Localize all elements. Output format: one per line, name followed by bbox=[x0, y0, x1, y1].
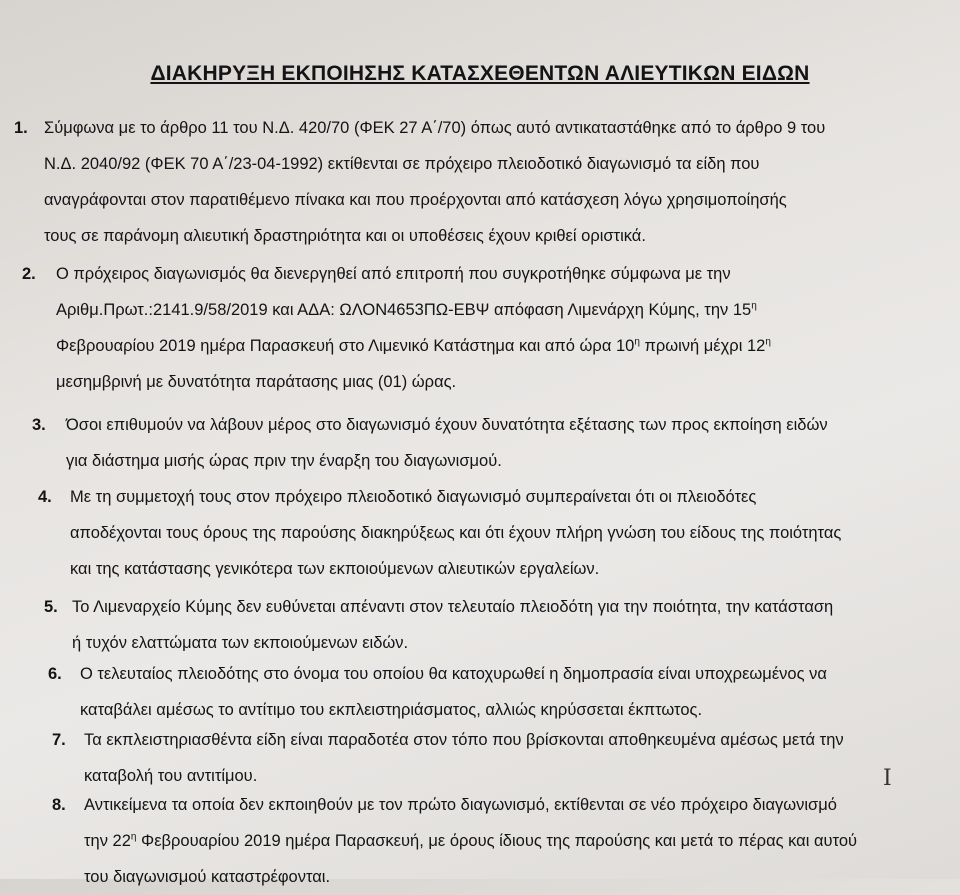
item-1-line-2: Ν.Δ. 2040/92 (ΦΕΚ 70 Α΄/23-04-1992) εκτίθενται σε πρόχειρο πλειοδοτικό διαγωνισμό τα είδη που bbox=[44, 155, 760, 173]
item-5-line-1: Το Λιμεναρχείο Κύμης δεν ευθύνεται απέναντι στον τελευταίο πλειοδότη για την ποιότητα, την κατάσταση bbox=[72, 598, 834, 616]
item-1-line-3: αναγράφονται στον παρατιθέμενο πίνακα και που προέρχονται από κατάσχεση λόγω χρησιμοποίησής bbox=[44, 191, 787, 209]
item-2-line-3-sup-2: η bbox=[765, 336, 771, 348]
item-8-line-3: του διαγωνισμού καταστρέφονται. bbox=[84, 868, 331, 886]
item-2-line-1: Ο πρόχειρος διαγωνισμός θα διενεργηθεί από επιτροπή που συγκροτήθηκε σύμφωνα με την bbox=[56, 265, 731, 283]
item-8-number: 8. bbox=[52, 796, 66, 814]
item-1-line-1: Σύμφωνα με το άρθρο 11 του Ν.Δ. 420/70 (ΦΕΚ 27 Α΄/70) όπως αυτό αντικαταστάθηκε από το άρθρο 9 του bbox=[44, 119, 826, 137]
item-3-text bbox=[66, 407, 828, 479]
item-6-line-2: καταβάλει αμέσως το αντίτιμο του εκπλειστηριάσματος, αλλιώς κηρύσσεται έκπτωτος. bbox=[80, 701, 703, 719]
item-5-number: 5. bbox=[44, 598, 58, 616]
document-title: ΔΙΑΚΗΡΥΞΗ ΕΚΠΟΙΗΣΗΣ ΚΑΤΑΣΧΕΘΕΝΤΩΝ ΑΛΙΕΥΤΙΚΩΝ ΕΙΔΩΝ bbox=[150, 62, 810, 85]
item-7-line-1: Τα εκπλειστηριασθέντα είδη είναι παραδοτέα στον τόπο που βρίσκονται αποθηκευμένα αμέσως μετά την bbox=[84, 731, 844, 749]
item-2-number: 2. bbox=[22, 265, 36, 283]
item-5-line-2: ή τυχόν ελαττώματα των εκποιούμενων ειδών. bbox=[72, 634, 409, 652]
item-4-line-2: αποδέχονται τους όρους της παρούσης διακηρύξεως και ότι έχουν πλήρη γνώση του είδους της ποιότητας bbox=[70, 524, 842, 542]
item-1-line-4: τους σε παράνομη αλιευτική δραστηριότητα και οι υποθέσεις έχουν κριθεί οριστικά. bbox=[44, 227, 646, 245]
item-2-line-3-text-b: πρωινή μέχρι 12 bbox=[639, 337, 766, 355]
item-4-line-1: Με τη συμμετοχή τους στον πρόχειρο πλειοδοτικό διαγωνισμό συμπεραίνεται ότι οι πλειοδότες bbox=[70, 488, 757, 506]
item-8-line-1: Αντικείμενα τα οποία δεν εκποιηθούν με τον πρώτο διαγωνισμό, εκτίθενται σε νέο πρόχειρο διαγωνισμό bbox=[84, 796, 837, 814]
item-1-text bbox=[44, 110, 825, 254]
text-cursor-icon: I bbox=[883, 766, 892, 791]
item-2-line-2-text: Αριθμ.Πρωτ.:2141.9/58/2019 και ΑΔΑ: ΩΛΟΝ4653ΠΩ-ΕΒΨ απόφαση Λιμενάρχη Κύμης, την 15 bbox=[56, 301, 752, 319]
item-8-line-2-text-a: την 22 bbox=[84, 832, 131, 850]
item-3-line-2: για διάστημα μισής ώρας πριν την έναρξη του διαγωνισμού. bbox=[66, 452, 502, 470]
item-7-text bbox=[84, 722, 844, 794]
item-8-line-2-sup: η bbox=[130, 831, 137, 843]
item-7-line-2: καταβολή του αντιτίμου. bbox=[84, 767, 258, 785]
item-4-text bbox=[70, 479, 841, 587]
item-2-line-2-sup: η bbox=[751, 300, 757, 312]
item-7-number: 7. bbox=[52, 731, 66, 749]
item-4-number: 4. bbox=[38, 488, 52, 506]
item-2-line-2 bbox=[56, 292, 771, 328]
item-8-line-2 bbox=[84, 823, 857, 859]
item-6-line-1: Ο τελευταίος πλειοδότης στο όνομα του οποίου θα κατοχυρωθεί η δημοπρασία είναι υποχρεωμένος να bbox=[80, 665, 827, 683]
item-2-line-3-sup-1: η bbox=[634, 336, 640, 348]
item-3-line-1: Όσοι επιθυμούν να λάβουν μέρος στο διαγωνισμό έχουν δυνατότητα εξέτασης των προς εκποίηση ειδών bbox=[66, 416, 828, 434]
item-6-number: 6. bbox=[48, 665, 62, 683]
item-5-text bbox=[72, 589, 833, 661]
item-8-line-2-text-b: Φεβρουαρίου 2019 ημέρα Παρασκευή, με όρους ίδιους της παρούσης και μετά το πέρας και αυτού bbox=[136, 832, 858, 850]
item-2-line-3 bbox=[56, 328, 771, 364]
item-2-line-3-text-a: Φεβρουαρίου 2019 ημέρα Παρασκευή στο Λιμενικό Κατάστημα και από ώρα 10 bbox=[56, 337, 635, 355]
item-1-number: 1. bbox=[14, 119, 28, 137]
item-6-text bbox=[80, 656, 827, 728]
item-2-line-4: μεσημβρινή με δυνατότητα παράτασης μιας (01) ώρας. bbox=[56, 373, 457, 391]
item-3-number: 3. bbox=[32, 416, 46, 434]
item-4-line-3: και της κατάστασης γενικότερα των εκποιούμενων αλιευτικών εργαλείων. bbox=[70, 560, 600, 578]
item-2-text bbox=[56, 256, 771, 400]
